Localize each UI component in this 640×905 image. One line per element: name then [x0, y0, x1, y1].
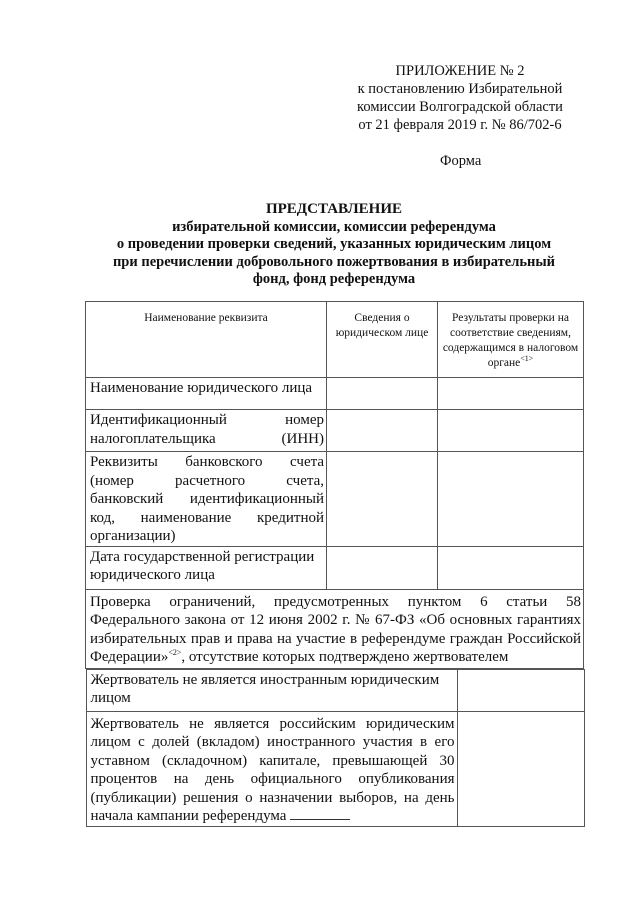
row-result-bank[interactable]: [438, 452, 584, 547]
table-row: [86, 378, 584, 410]
document-title: [86, 201, 582, 289]
row-value-inn[interactable]: [327, 410, 438, 452]
table-row: [86, 668, 584, 827]
inn-label-text: Идентификационный номер налогоплательщика (ИНН): [90, 412, 324, 447]
row-result-name[interactable]: [438, 378, 584, 410]
restrictions-container: [86, 668, 584, 827]
table-row: [86, 410, 584, 452]
restrictions-table: [86, 669, 585, 827]
header-info: Сведения о юридическом лице: [327, 302, 438, 378]
table-header-row: [86, 302, 584, 378]
row-value-bank[interactable]: [327, 452, 438, 547]
restrictions-check-text: [86, 589, 584, 668]
footnote-2-marker: <2>: [168, 648, 182, 657]
restriction-foreign-share: [86, 711, 457, 826]
row-label-name: Наименование юридического лица: [86, 378, 327, 410]
row-result-reg-date[interactable]: [438, 546, 584, 589]
appendix-line-2: комиссии Волгоградской области: [357, 99, 563, 115]
table-row: [86, 452, 584, 547]
row-value-reg-date[interactable]: [327, 546, 438, 589]
table-row: [86, 546, 584, 589]
header-results-text: Результаты проверки на соответствие сведениям, содержащимся в налоговом органе: [442, 312, 579, 369]
title-line-2: о проведении проверки сведений, указанных юридическим лицом: [116, 236, 552, 252]
restriction-foreign: Жертвователь не является иностранным юридическим лицом: [86, 669, 457, 711]
restriction-foreign-share-value[interactable]: [457, 711, 584, 826]
footnote-1-marker: <1>: [520, 354, 534, 364]
appendix-line-3: от 21 февраля 2019 г. № 86/702-6: [358, 117, 562, 133]
row-value-name[interactable]: [327, 378, 438, 410]
title-main: ПРЕДСТАВЛЕНИЕ: [265, 201, 403, 217]
row-label-bank: Реквизиты банковского счета (номер расчетного счета, банковский идентификационный код, наименование кредитной организации): [86, 452, 327, 547]
check-text-main: Проверка ограничений, предусмотренных пунктом 6 статьи 58 Федерального закона от 12 июня 2002 г. № 67-ФЗ «Об основных гарантиях избирательных прав и права на участие в референдуме граждан Российской Федерации»: [90, 593, 581, 665]
title-line-3: при перечислении добровольного пожертвования в избирательный: [112, 253, 556, 270]
appendix-line-1: к постановлению Избирательной: [357, 81, 563, 97]
appendix-number: ПРИЛОЖЕНИЕ № 2: [395, 63, 525, 79]
foreign-share-text: Жертвователь не является российским юридическим лицом с долей (вкладом) иностранного участия в его уставном (складочном) капитале, превышающей 30 процентов на день официального опубликования (публикации) решения о назначении выборов, на день начала кампании референдума: [90, 715, 455, 824]
restriction-foreign-value[interactable]: [457, 669, 584, 711]
row-label-reg-date: Дата государственной регистрации юридического лица: [86, 546, 327, 589]
header-requisite: Наименование реквизита: [86, 302, 327, 378]
appendix-header: [340, 62, 580, 134]
row-label-inn: [86, 410, 327, 452]
fill-in-blank[interactable]: [290, 807, 350, 820]
check-text-tail: , отсутствие которых подтверждено жертвователем: [181, 649, 509, 665]
row-result-inn[interactable]: [438, 410, 584, 452]
title-line-1: избирательной комиссии, комиссии референдума: [172, 218, 496, 235]
table-row: [86, 669, 584, 711]
header-results: [438, 302, 584, 378]
verification-table: [85, 301, 584, 827]
title-line-4: фонд, фонд референдума: [252, 271, 416, 287]
table-row: [86, 711, 584, 826]
table-row: [86, 589, 584, 668]
form-label: Форма: [440, 153, 482, 169]
